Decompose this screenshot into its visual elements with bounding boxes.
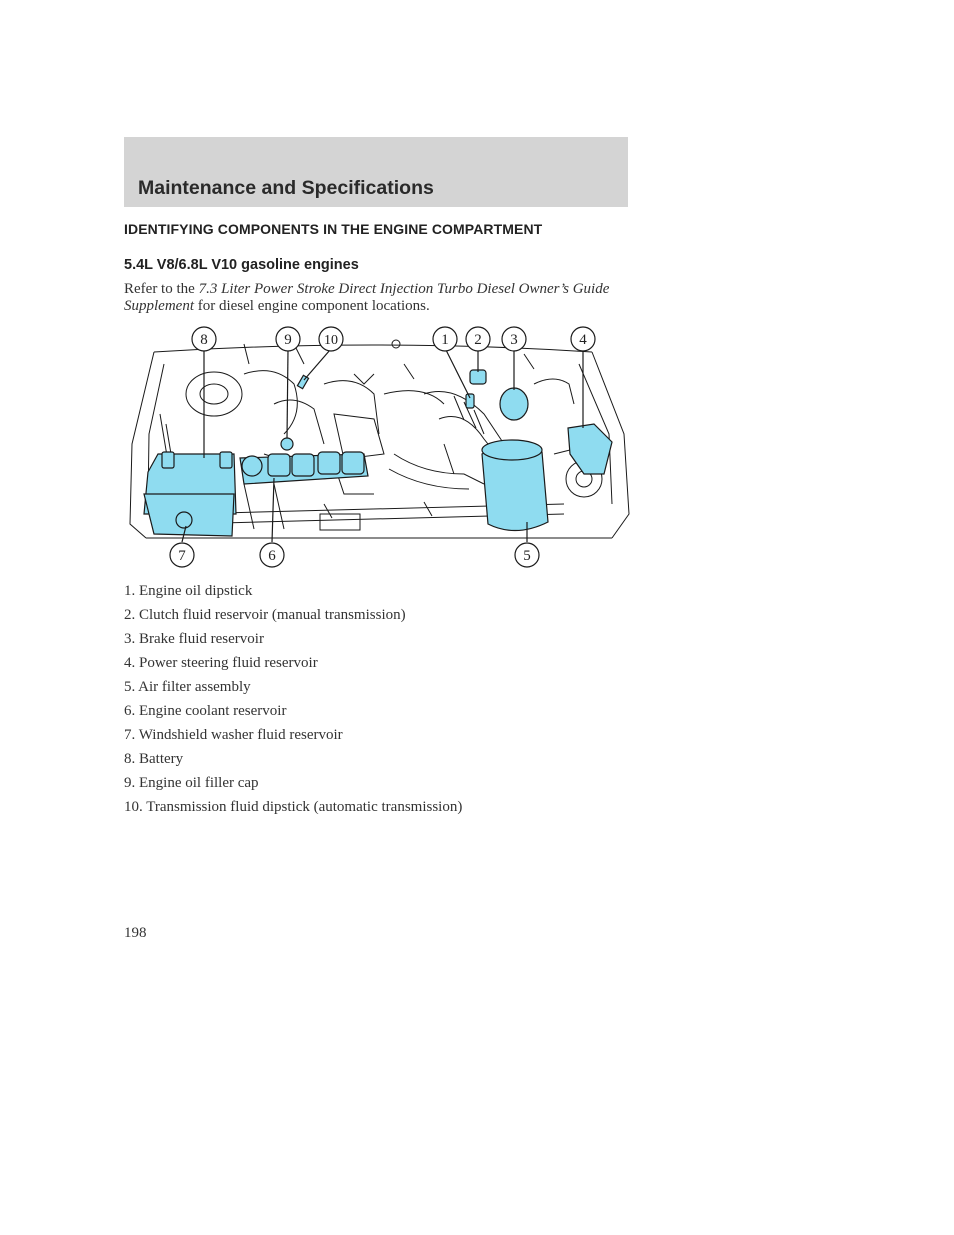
legend-item: 4. Power steering fluid reservoir bbox=[124, 655, 318, 671]
washer-cap bbox=[176, 512, 192, 528]
oil-dipstick bbox=[466, 394, 474, 408]
svg-text:3: 3 bbox=[510, 332, 518, 348]
highlighted-components bbox=[144, 370, 612, 536]
clutch-reservoir bbox=[470, 370, 486, 384]
legend-item: 8. Battery bbox=[124, 751, 184, 767]
page-heading: IDENTIFYING COMPONENTS IN THE ENGINE COMPARTMENT bbox=[124, 221, 543, 237]
coolant-cap-3 bbox=[318, 452, 340, 474]
callout-7 bbox=[170, 543, 194, 567]
legend-item: 6. Engine coolant reservoir bbox=[124, 703, 287, 719]
section-header-band bbox=[124, 137, 628, 207]
intro-text-after: for diesel engine component locations. bbox=[193, 298, 430, 314]
oil-filler-cap bbox=[281, 438, 293, 450]
coolant-reservoir-cap bbox=[242, 456, 262, 476]
page-number: 198 bbox=[124, 925, 147, 941]
legend-item: 7. Windshield washer fluid reservoir bbox=[124, 727, 343, 743]
intro-paragraph bbox=[124, 281, 624, 315]
callout-4 bbox=[571, 327, 595, 351]
power-steering-reservoir bbox=[568, 424, 612, 474]
coolant-cap-2 bbox=[292, 454, 314, 476]
intro-guide-title: 7.3 Liter Power Stroke Direct Injection Turbo Diesel Owner’s Guide Supplement bbox=[124, 281, 610, 314]
svg-text:6: 6 bbox=[268, 548, 276, 564]
svg-text:2: 2 bbox=[474, 332, 482, 348]
legend-item: 2. Clutch fluid reservoir (manual transmission) bbox=[124, 607, 406, 623]
air-filter-top bbox=[482, 440, 542, 460]
engine-compartment-illustration bbox=[124, 324, 634, 574]
section-title: Maintenance and Specifications bbox=[138, 177, 434, 199]
intro-text-before: Refer to the bbox=[124, 281, 199, 297]
engine-diagram bbox=[124, 324, 634, 574]
callout-5 bbox=[515, 543, 539, 567]
battery-cap-right bbox=[220, 452, 232, 468]
svg-text:1: 1 bbox=[441, 332, 449, 348]
legend-item: 3. Brake fluid reservoir bbox=[124, 631, 264, 647]
component-legend bbox=[124, 579, 462, 819]
legend-item: 5. Air filter assembly bbox=[124, 679, 251, 695]
engine-subheading: 5.4L V8/6.8L V10 gasoline engines bbox=[124, 257, 359, 273]
svg-text:5: 5 bbox=[523, 548, 531, 564]
legend-item: 1. Engine oil dipstick bbox=[124, 583, 253, 599]
battery-cap-left bbox=[162, 452, 174, 468]
svg-text:8: 8 bbox=[200, 332, 208, 348]
callout-9 bbox=[276, 327, 300, 351]
callout-6 bbox=[260, 543, 284, 567]
legend-item: 9. Engine oil filler cap bbox=[124, 775, 259, 791]
svg-text:10: 10 bbox=[324, 333, 338, 348]
coolant-cap-4 bbox=[342, 452, 364, 474]
svg-text:4: 4 bbox=[579, 332, 587, 348]
callout-3 bbox=[502, 327, 526, 351]
legend-item: 10. Transmission fluid dipstick (automatic transmission) bbox=[124, 799, 463, 815]
svg-text:7: 7 bbox=[178, 548, 186, 564]
callout-1 bbox=[433, 327, 457, 351]
callout-10 bbox=[319, 327, 343, 351]
coolant-cap-1 bbox=[268, 454, 290, 476]
svg-text:9: 9 bbox=[284, 332, 292, 348]
callout-2 bbox=[466, 327, 490, 351]
callout-8 bbox=[192, 327, 216, 351]
brake-reservoir bbox=[500, 388, 528, 420]
